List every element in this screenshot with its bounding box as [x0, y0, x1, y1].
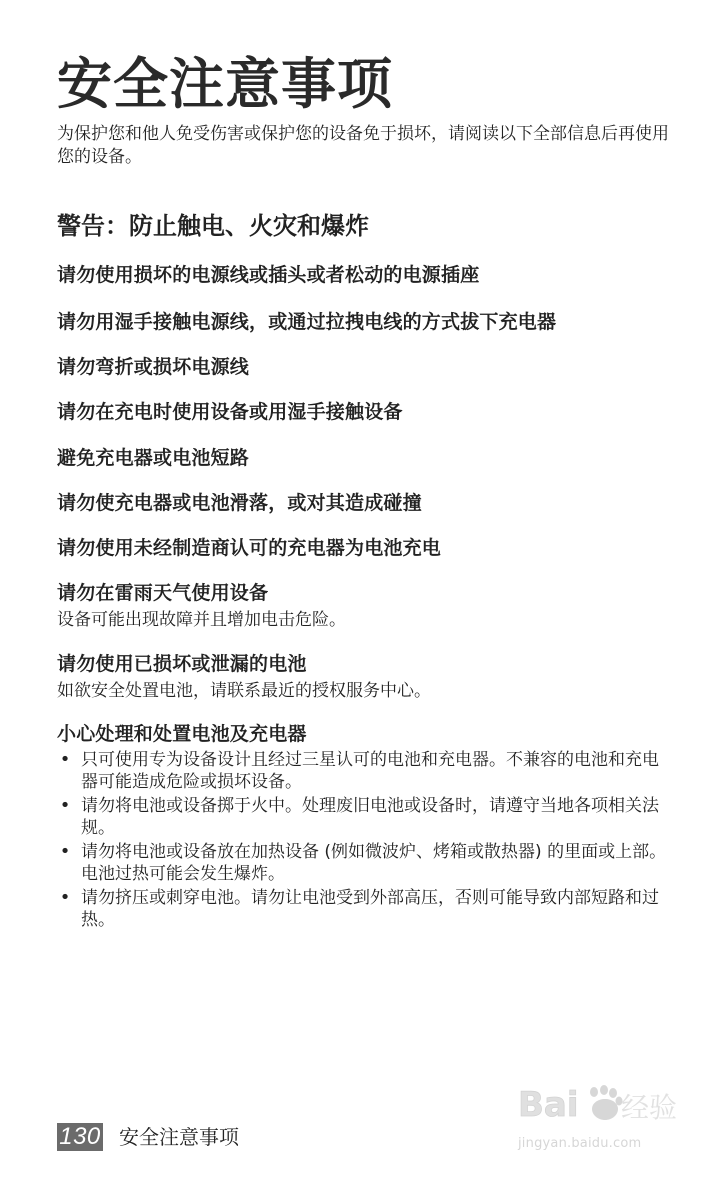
warning-section-title: 警告：防止触电、火灾和爆炸: [57, 212, 369, 240]
rule-item: [57, 310, 556, 335]
footer-section-label: 安全注意事项: [119, 1125, 239, 1149]
intro-paragraph: 为保护您和他人免受伤害或保护您的设备免于损坏，请阅读以下全部信息后再使用您的设备。: [57, 124, 669, 167]
rule-item: [57, 491, 422, 516]
baidu-watermark-logo: [518, 1082, 698, 1126]
bullet-text: 只可使用专为设备设计且经过三星认可的电池和充电器。不兼容的电池和充电器可能造成危险或损坏设备。: [81, 750, 659, 792]
list-item: [57, 749, 672, 793]
svg-text:经验: 经验: [621, 1091, 678, 1124]
rule-heading: 请勿弯折或损坏电源线: [57, 356, 250, 378]
baidu-watermark: [518, 1078, 698, 1166]
page-footer: [57, 1123, 239, 1151]
bullet-text: 请勿挤压或刺穿电池。请勿让电池受到外部高压，否则可能导致内部短路和过热。: [81, 888, 659, 930]
svg-text:Bai: Bai: [518, 1085, 579, 1125]
battery-bullets-list: [57, 749, 672, 933]
page-number-badge: 130: [57, 1123, 103, 1151]
bullet-icon: •: [59, 749, 71, 770]
rule-item: [57, 446, 249, 471]
list-item: [57, 795, 672, 839]
bullet-icon: •: [59, 887, 71, 908]
rule-note: 设备可能出现故障并且增加电击危险。: [57, 610, 346, 630]
rule-note: 如欲安全处置电池，请联系最近的授权服务中心。: [57, 681, 431, 701]
bullet-text: 请勿将电池或设备放在加热设备 (例如微波炉、烤箱或散热器) 的里面或上部。电池过热可能会发生爆炸。: [81, 842, 667, 884]
bullet-icon: •: [59, 841, 71, 862]
rule-item: [57, 355, 249, 380]
rule-heading: 小心处理和处置电池及充电器: [57, 723, 307, 745]
list-item: [57, 887, 672, 931]
rule-heading: 请勿使用损坏的电源线或插头或者松动的电源插座: [57, 264, 480, 286]
bullet-text: 请勿将电池或设备掷于火中。处理废旧电池或设备时，请遵守当地各项相关法规。: [81, 796, 659, 838]
rule-item: [57, 722, 307, 747]
rule-item: [57, 536, 441, 561]
rule-heading: 请勿使用未经制造商认可的充电器为电池充电: [57, 537, 442, 559]
rule-heading: 请勿用湿手接触电源线，或通过拉拽电线的方式拔下充电器: [57, 311, 557, 333]
rule-heading: 请勿使用已损坏或泄漏的电池: [57, 653, 307, 675]
rule-item: [57, 652, 431, 703]
list-item: [57, 841, 672, 885]
paw-icon: [590, 1085, 623, 1120]
rule-heading: 请勿在充电时使用设备或用湿手接触设备: [57, 401, 403, 423]
rule-item: [57, 263, 479, 288]
rule-item: [57, 581, 346, 632]
baidu-watermark-url: jingyan.baidu.com: [518, 1136, 642, 1151]
rule-heading: 避免充电器或电池短路: [57, 447, 250, 469]
rule-heading: 请勿使充电器或电池滑落，或对其造成碰撞: [57, 492, 422, 514]
rule-item: [57, 400, 403, 425]
rule-heading: 请勿在雷雨天气使用设备: [57, 582, 269, 604]
bullet-icon: •: [59, 795, 71, 816]
page-title: 安全注意事项: [57, 52, 394, 116]
